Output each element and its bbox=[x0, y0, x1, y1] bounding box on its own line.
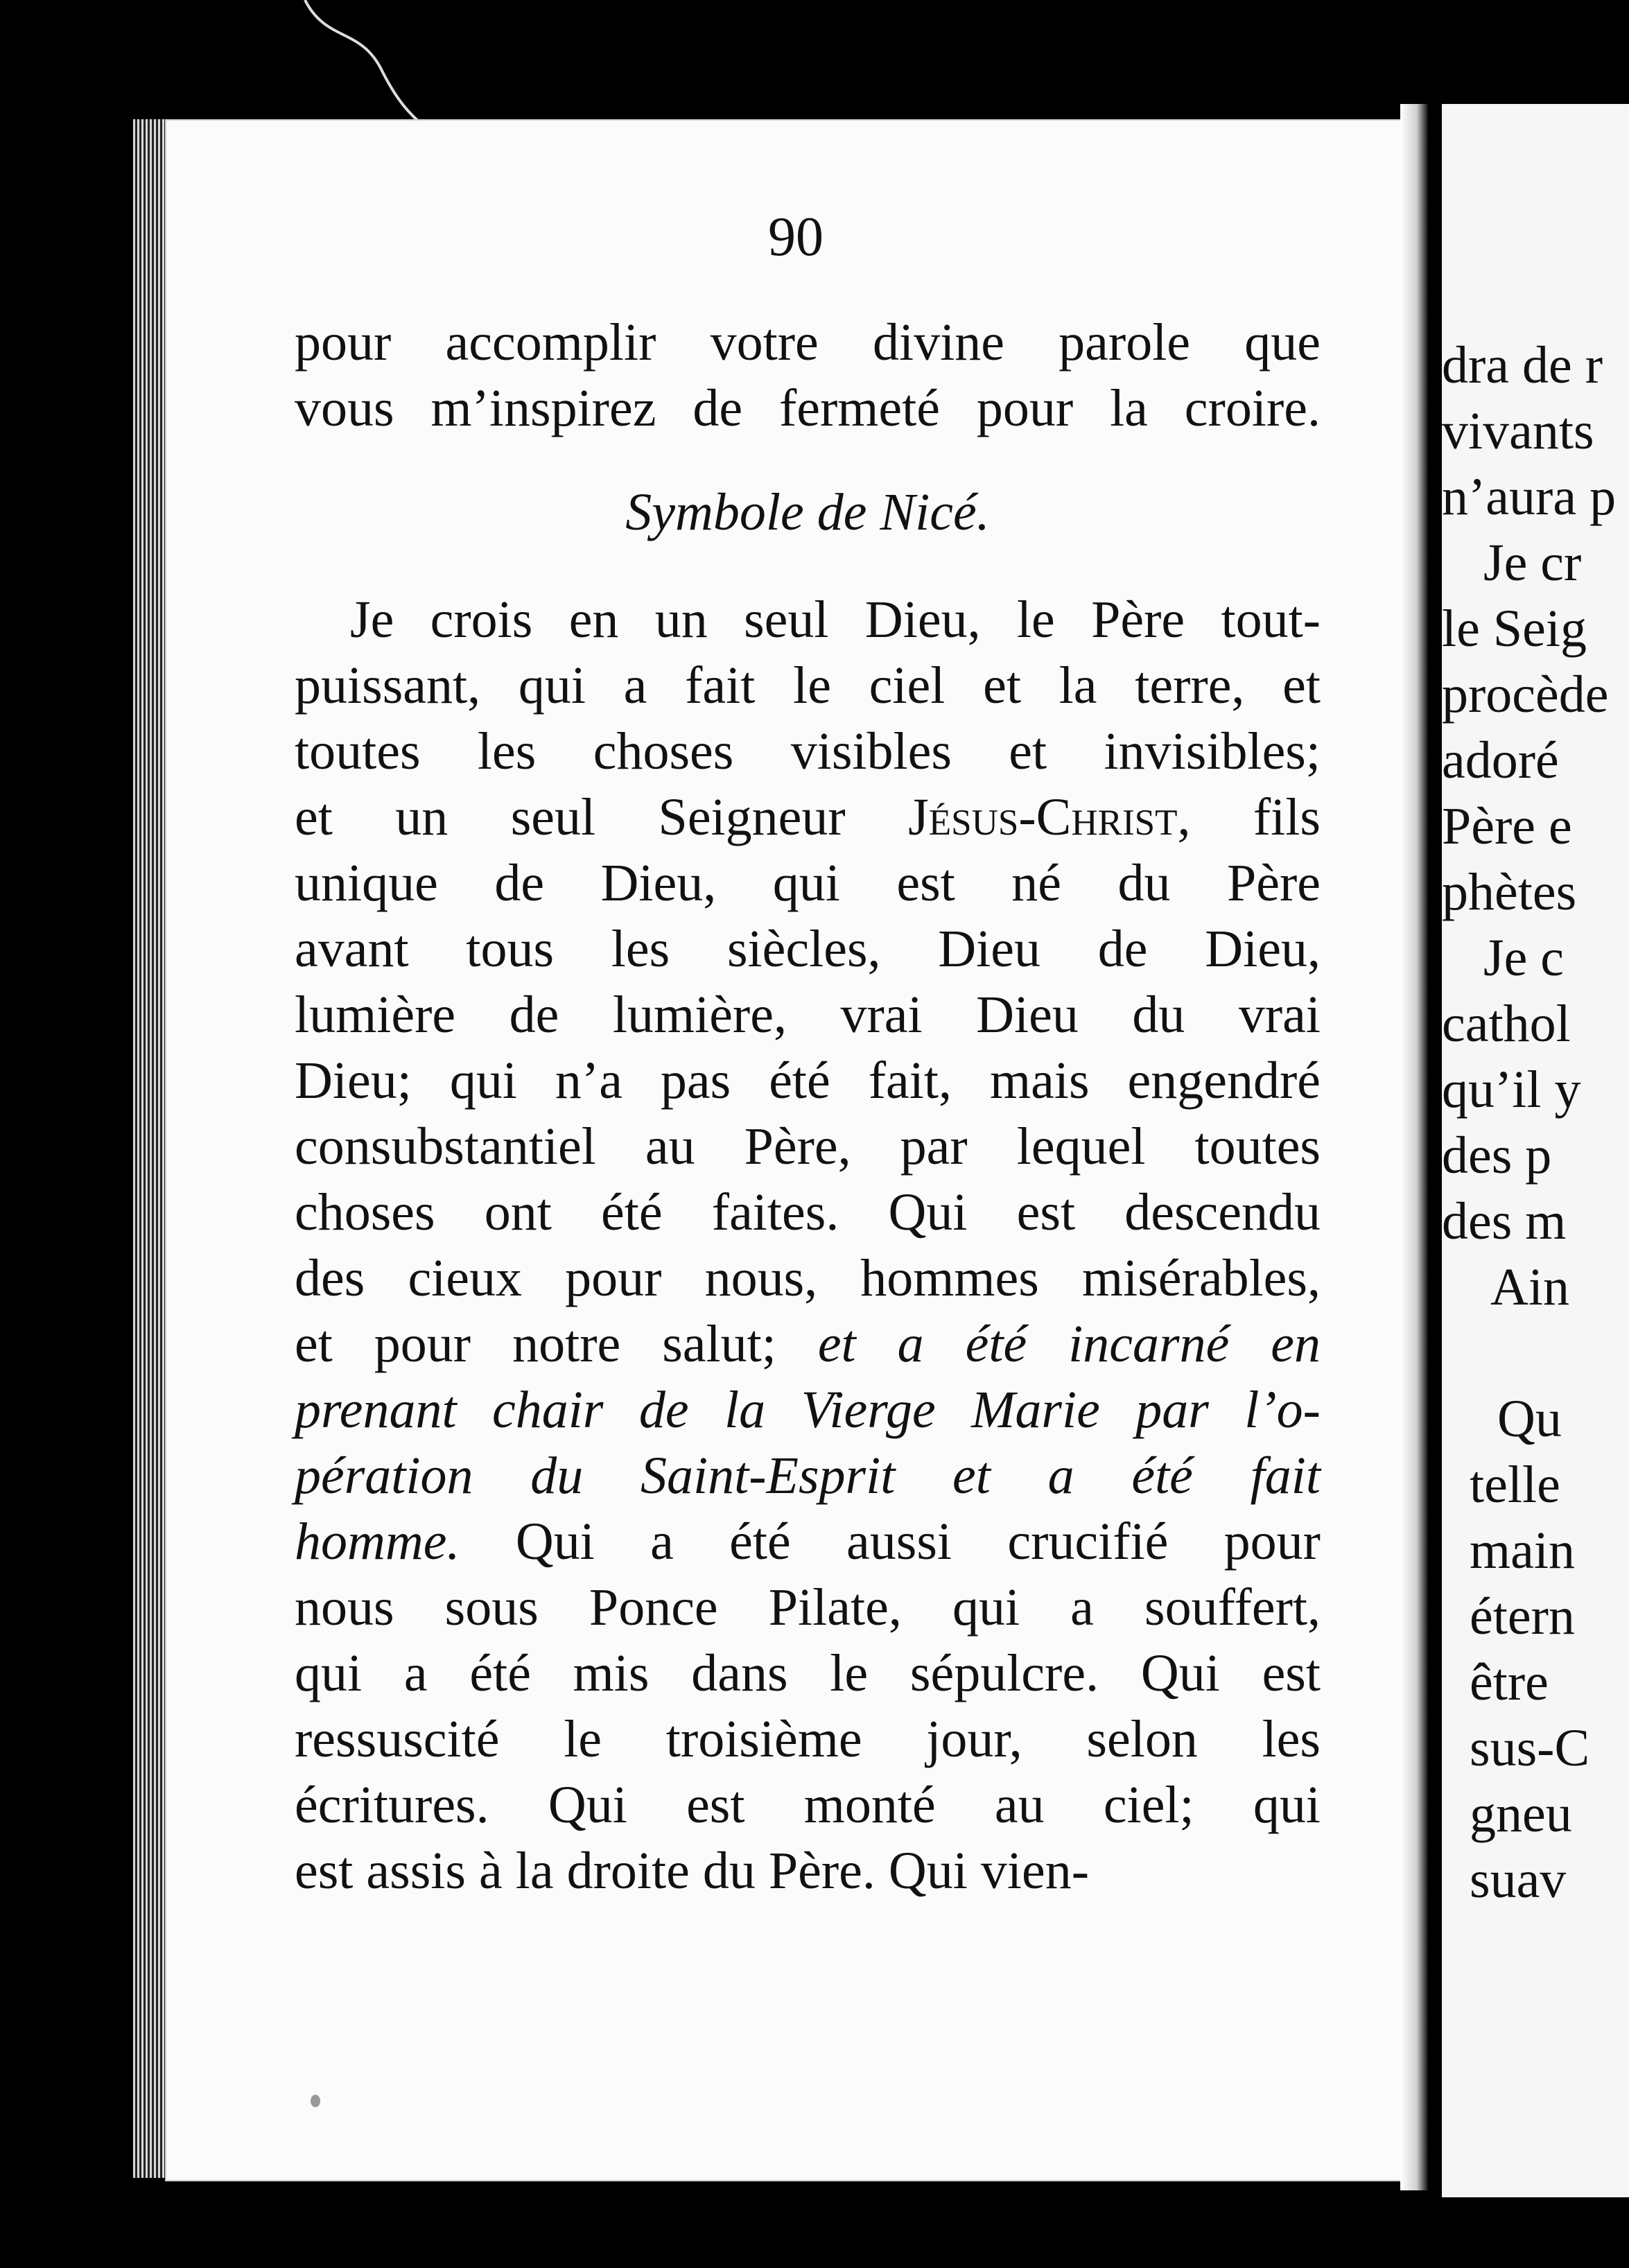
right-page-text bbox=[1442, 333, 1629, 1913]
text-line: ressuscité le troisième jour, selon les bbox=[295, 1710, 1321, 1768]
text-line: Dieu; qui n’a pas été fait, mais engendré bbox=[295, 1052, 1321, 1110]
text-line-italic: pération du Saint-Esprit et a été fait bbox=[295, 1447, 1321, 1505]
right-page-line: Père e bbox=[1442, 797, 1572, 855]
right-page-line: cathol bbox=[1442, 995, 1571, 1053]
name-smallcaps: Jésus-Christ bbox=[908, 788, 1178, 846]
text-line: pour accomplir votre divine parole que bbox=[295, 313, 1321, 372]
left-page bbox=[165, 119, 1427, 2181]
right-page bbox=[1442, 104, 1629, 2197]
right-page-line: n’aura p bbox=[1442, 468, 1617, 526]
right-page-line: gneu bbox=[1470, 1785, 1572, 1843]
spine-shadow bbox=[1428, 104, 1442, 2197]
right-page-line bbox=[1442, 1320, 1629, 1386]
right-page-line: telle bbox=[1470, 1456, 1560, 1514]
right-page-line: vivants bbox=[1442, 402, 1594, 460]
text-line-mixed bbox=[295, 1509, 1321, 1575]
right-page-line: qu’il y bbox=[1442, 1061, 1581, 1119]
italic-fragment: et a été incarné en bbox=[817, 1315, 1321, 1373]
text-line: écritures. Qui est monté au ciel; qui bbox=[295, 1776, 1321, 1834]
text-line: lumière de lumière, vrai Dieu du vrai bbox=[295, 986, 1321, 1044]
text-fragment: et pour notre salut; bbox=[295, 1315, 818, 1373]
right-page-line: Qu bbox=[1497, 1390, 1562, 1448]
page-number: 90 bbox=[768, 207, 824, 268]
stray-fiber-mark bbox=[298, 0, 437, 132]
text-line: nous sous Ponce Pilate, qui a souffert, bbox=[295, 1578, 1321, 1637]
text-line: qui a été mis dans le sépulcre. Qui est bbox=[295, 1644, 1321, 1702]
right-page-line: dra de r bbox=[1442, 336, 1603, 394]
text-fragment: Qui a été aussi crucifié pour bbox=[460, 1512, 1321, 1571]
italic-fragment: homme. bbox=[295, 1512, 460, 1571]
text-line: vous m’inspirez de fermeté pour la croire. bbox=[295, 379, 1321, 437]
text-line: choses ont été faites. Qui est descendu bbox=[295, 1183, 1321, 1241]
right-page-line: sus-C bbox=[1470, 1719, 1590, 1777]
right-page-line: le Seig bbox=[1442, 600, 1587, 658]
page-text bbox=[295, 310, 1321, 1904]
right-page-line: procède bbox=[1442, 665, 1609, 724]
right-page-line: être bbox=[1470, 1653, 1549, 1711]
text-line-italic: prenant chair de la Vierge Marie par l’o- bbox=[295, 1381, 1321, 1439]
scan-speck bbox=[311, 2095, 320, 2107]
text-line-smallcaps bbox=[295, 785, 1321, 850]
text-line: des cieux pour nous, hommes misérables, bbox=[295, 1249, 1321, 1307]
right-page-line: Je cr bbox=[1483, 534, 1582, 592]
right-page-line: main bbox=[1470, 1521, 1575, 1580]
right-page-line: des p bbox=[1442, 1126, 1552, 1185]
right-page-line: Je c bbox=[1483, 929, 1565, 987]
page-edge-stack bbox=[133, 119, 166, 2178]
right-page-line: étern bbox=[1470, 1587, 1575, 1646]
right-page-line: des m bbox=[1442, 1192, 1567, 1250]
text-fragment: , fils bbox=[1177, 788, 1321, 846]
text-line: est assis à la droite du Père. Qui vien- bbox=[295, 1842, 1090, 1900]
right-page-line: suav bbox=[1470, 1851, 1567, 1909]
text-line: consubstantiel au Père, par lequel toutes bbox=[295, 1117, 1321, 1176]
text-line: puissant, qui a fait le ciel et la terre, et bbox=[295, 656, 1321, 715]
text-line: Je crois en un seul Dieu, le Père tout- bbox=[350, 591, 1321, 649]
section-heading: Symbole de Nicé. bbox=[625, 483, 990, 541]
text-line-mixed bbox=[295, 1311, 1321, 1377]
right-page-line: adoré bbox=[1442, 731, 1559, 790]
text-fragment: et un seul Seigneur bbox=[295, 788, 909, 846]
text-line: avant tous les siècles, Dieu de Dieu, bbox=[295, 920, 1321, 978]
right-page-line: phètes bbox=[1442, 863, 1577, 921]
text-line: unique de Dieu, qui est né du Père bbox=[295, 854, 1321, 912]
right-page-line: Ain bbox=[1490, 1258, 1569, 1316]
page-gutter bbox=[1400, 104, 1428, 2190]
text-line: toutes les choses visibles et invisibles; bbox=[295, 722, 1321, 780]
